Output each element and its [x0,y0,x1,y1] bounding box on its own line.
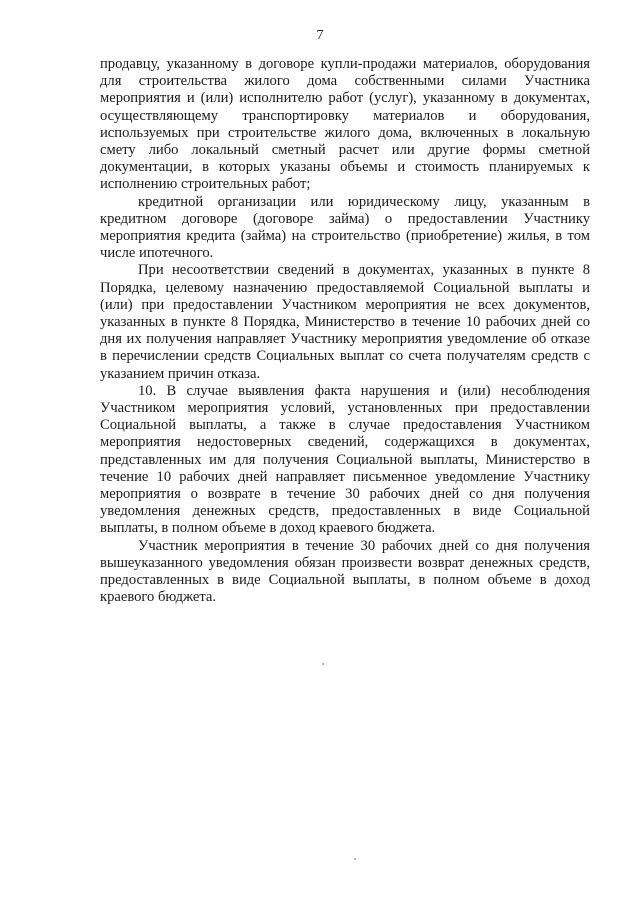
page-number: 7 [316,28,324,43]
document-body [100,56,590,607]
paragraph-credit-organization: кредитной организации или юридическому лицу, указанным в кредитном договоре (договоре займа) о предоставлении Участнику мероприятия кредита (займа) на строительство (приобретение) жилья, в том числе ипотечного. [100,193,590,262]
scan-speck [354,858,356,860]
paragraph-refund-obligation: Участник мероприятия в течение 30 рабочих дней со дня получения вышеуказанного уведомления обязан произвести возврат денежных средств, предоставленных в виде Социальной выплаты, в полном объеме в доход краевого бюджета. [100,537,590,606]
scan-speck [322,663,324,665]
paragraph-seller: продавцу, указанному в договоре купли-продажи материалов, оборудования для строительства жилого дома собственными силами Участника мероприятия и (или) исполнителю работ (услуг), указанному в документах, осуществляющему транспортировку материалов и оборудования, используемых при строительстве жилого дома, включенных в локальную смету либо локальный сметный расчет или другие формы сметной документации, в которых указаны объемы и стоимость планируемых к исполнению строительных работ; [100,56,590,193]
paragraph-mismatch-refusal: При несоответствии сведений в документах, указанных в пункте 8 Порядка, целевому назначению предоставляемой Социальной выплаты и (или) при предоставлении Участником мероприятия не всех документов, указанных в пункте 8 Порядка, Министерство в течение 10 рабочих дней со дня их получения направляет Участнику мероприятия уведомление об отказе в перечислении средств Социальных выплат со счета получателям средств с указанием причин отказа. [100,262,590,382]
paragraph-item-10-violation: 10. В случае выявления факта нарушения и (или) несоблюдения Участником мероприятия условий, установленных при предоставлении Социальной выплаты, а также в случае предоставления Участником мероприятия недостоверных сведений, содержащихся в документах, представленных им для получения Социальной выплаты, Министерство в течение 10 рабочих дней направляет письменное уведомление Участнику мероприятия о возврате в течение 30 рабочих дней со дня получения уведомления денежных средств, предоставленных в виде Социальной выплаты, в полном объеме в доход краевого бюджета. [100,382,590,537]
